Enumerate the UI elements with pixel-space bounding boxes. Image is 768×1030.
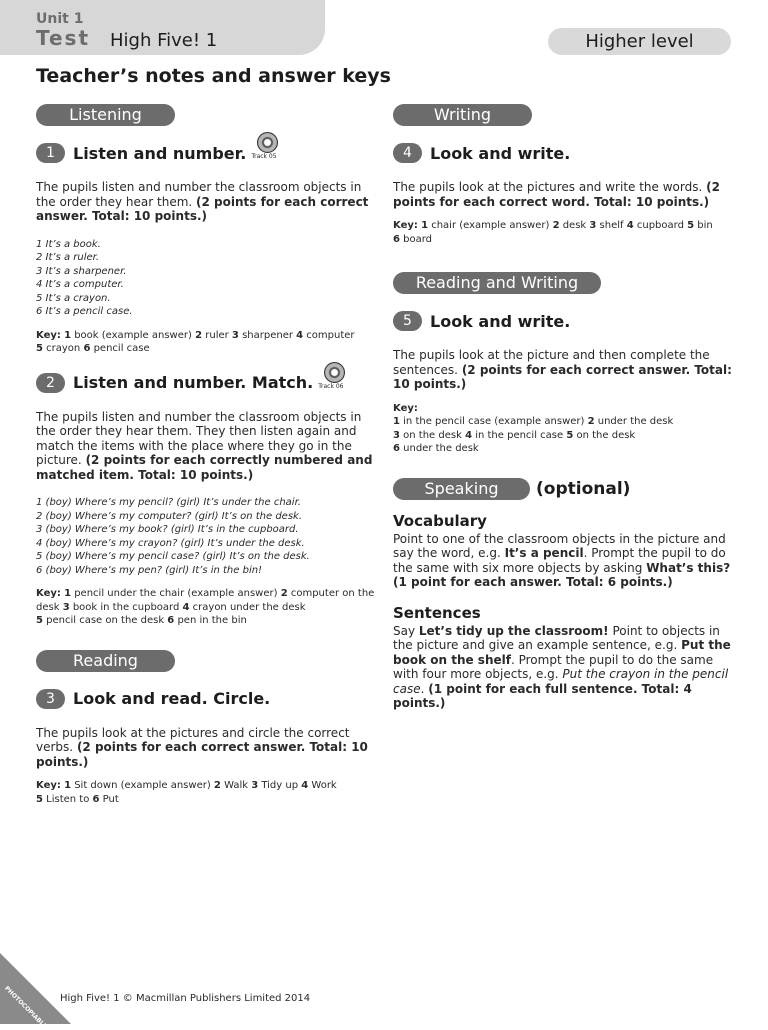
audio-script: 1 (boy) Where’s my pencil? (girl) It’s under the chair. 2 (boy) Where’s my computer? (girl) It’s on the desk. 3 (boy) Where’s my book? (girl) It’s in the cupboard. 4 (boy) Where’s my crayon? (girl) It’s under the desk. 5 (boy) Where’s my pencil case? (girl) It’s on the desk. 6 (boy) Where’s my pen? (girl) It’s in the bin! <box>36 497 310 576</box>
audio-script: 1 It’s a book. 2 It’s a ruler. 3 It’s a sharpener. 4 It’s a computer. 5 It’s a crayon. 6 It’s a pencil case. <box>36 238 133 317</box>
track-label: Track 05 <box>251 153 277 160</box>
exercise-number: 3 <box>36 689 65 709</box>
answer-key: Key: 1 book (example answer) 2 ruler 3 sharpener 4 computer 5 crayon 6 pencil case <box>36 329 355 354</box>
section-reading-and-writing: Reading and Writing <box>393 272 601 294</box>
answer-key: Key: 1 pencil under the chair (example answer) 2 computer on the desk 3 book in the cupboard 4 crayon under the desk 5 pencil case on the desk 6 pen in the bin <box>36 588 375 626</box>
test-label: Test <box>36 26 91 50</box>
exercise-description: The pupils look at the pictures and circle the correct verbs. (2 points for each correct answer. Total: 10 points.) <box>36 725 368 769</box>
exercise-number: 5 <box>393 311 422 331</box>
section-writing: Writing <box>393 104 532 126</box>
answer-key: Key: 1 in the pencil case (example answer) 2 under the desk 3 on the desk 4 in the pencil case 5 on the desk 6 under the desk <box>393 402 674 454</box>
answer-key: Key: 1 Sit down (example answer) 2 Walk 3 Tidy up 4 Work 5 Listen to 6 Put <box>36 780 337 805</box>
exercise-4-header <box>393 140 733 166</box>
cd-disc-icon <box>257 132 278 153</box>
exercise-description: The pupils look at the picture and then complete the sentences. (2 points for each correct answer. Total: 10 points.) <box>393 348 732 391</box>
page-title: Teacher’s notes and answer keys <box>36 65 391 87</box>
exercise-3-header <box>36 686 376 712</box>
exercise-description: The pupils listen and number the classroom objects in the order they hear them. They then listen again and match the items with the place where they go in the picture. (2 points for each correctly numbered and matched item. Total: 10 points.) <box>36 409 373 482</box>
photocopiable-label: PHOTOCOPIABLE <box>3 985 49 1030</box>
level-badge: Higher level <box>548 28 731 55</box>
section-reading: Reading <box>36 650 175 672</box>
exercise-number: 4 <box>393 143 422 163</box>
sentences-heading: Sentences <box>393 603 481 622</box>
section-listening: Listening <box>36 104 175 126</box>
book-title: High Five! 1 <box>110 30 218 51</box>
exercise-1-header <box>36 140 376 166</box>
vocabulary-instructions: Point to one of the classroom objects in the picture and say the word, e.g. It’s a pencil. Prompt the pupil to do the same with six more objects by asking What’s this? (1 point for each answer. Total: 6 points.) <box>393 531 731 589</box>
header-tab <box>0 0 325 55</box>
exercise-title: Look and write. <box>430 311 571 331</box>
exercise-number: 1 <box>36 143 65 163</box>
exercise-description: The pupils listen and number the classroom objects in the order they hear them. (2 points for each correct answer. Total: 10 points.) <box>36 180 369 223</box>
vocabulary-heading: Vocabulary <box>393 511 487 530</box>
right-column <box>393 104 733 711</box>
exercise-title: Listen and number. <box>73 143 247 163</box>
exercise-title: Look and write. <box>430 143 571 163</box>
cd-track-icon <box>251 132 285 162</box>
cd-track-icon <box>318 362 352 392</box>
section-speaking: Speaking <box>393 478 530 500</box>
exercise-title: Listen and number. Match. <box>73 373 314 392</box>
exercise-description: The pupils look at the pictures and write the words. (2 points for each correct word. Total: 10 points.) <box>393 180 720 209</box>
exercise-2-header <box>36 370 376 396</box>
sentences-instructions: Say Let’s tidy up the classroom! Point to objects in the picture and give an example sentence, e.g. Put the book on the shelf. Prompt the pupil to do the same with four more objects, e.g. Put the crayon in the pencil case. (1 point for each full sentence. Total: 4 points.) <box>393 623 731 710</box>
track-label: Track 06 <box>318 382 344 390</box>
unit-label: Unit 1 <box>36 11 84 27</box>
exercise-number: 2 <box>36 373 65 393</box>
copyright-footer: High Five! 1 © Macmillan Publishers Limited 2014 <box>60 993 311 1004</box>
left-column <box>36 104 376 806</box>
answer-key: Key: 1 chair (example answer) 2 desk 3 shelf 4 cupboard 5 bin 6 board <box>393 220 713 245</box>
exercise-title: Look and read. Circle. <box>73 689 271 708</box>
cd-disc-icon <box>324 362 345 383</box>
exercise-5-header <box>393 308 733 334</box>
optional-label: (optional) <box>536 478 631 499</box>
